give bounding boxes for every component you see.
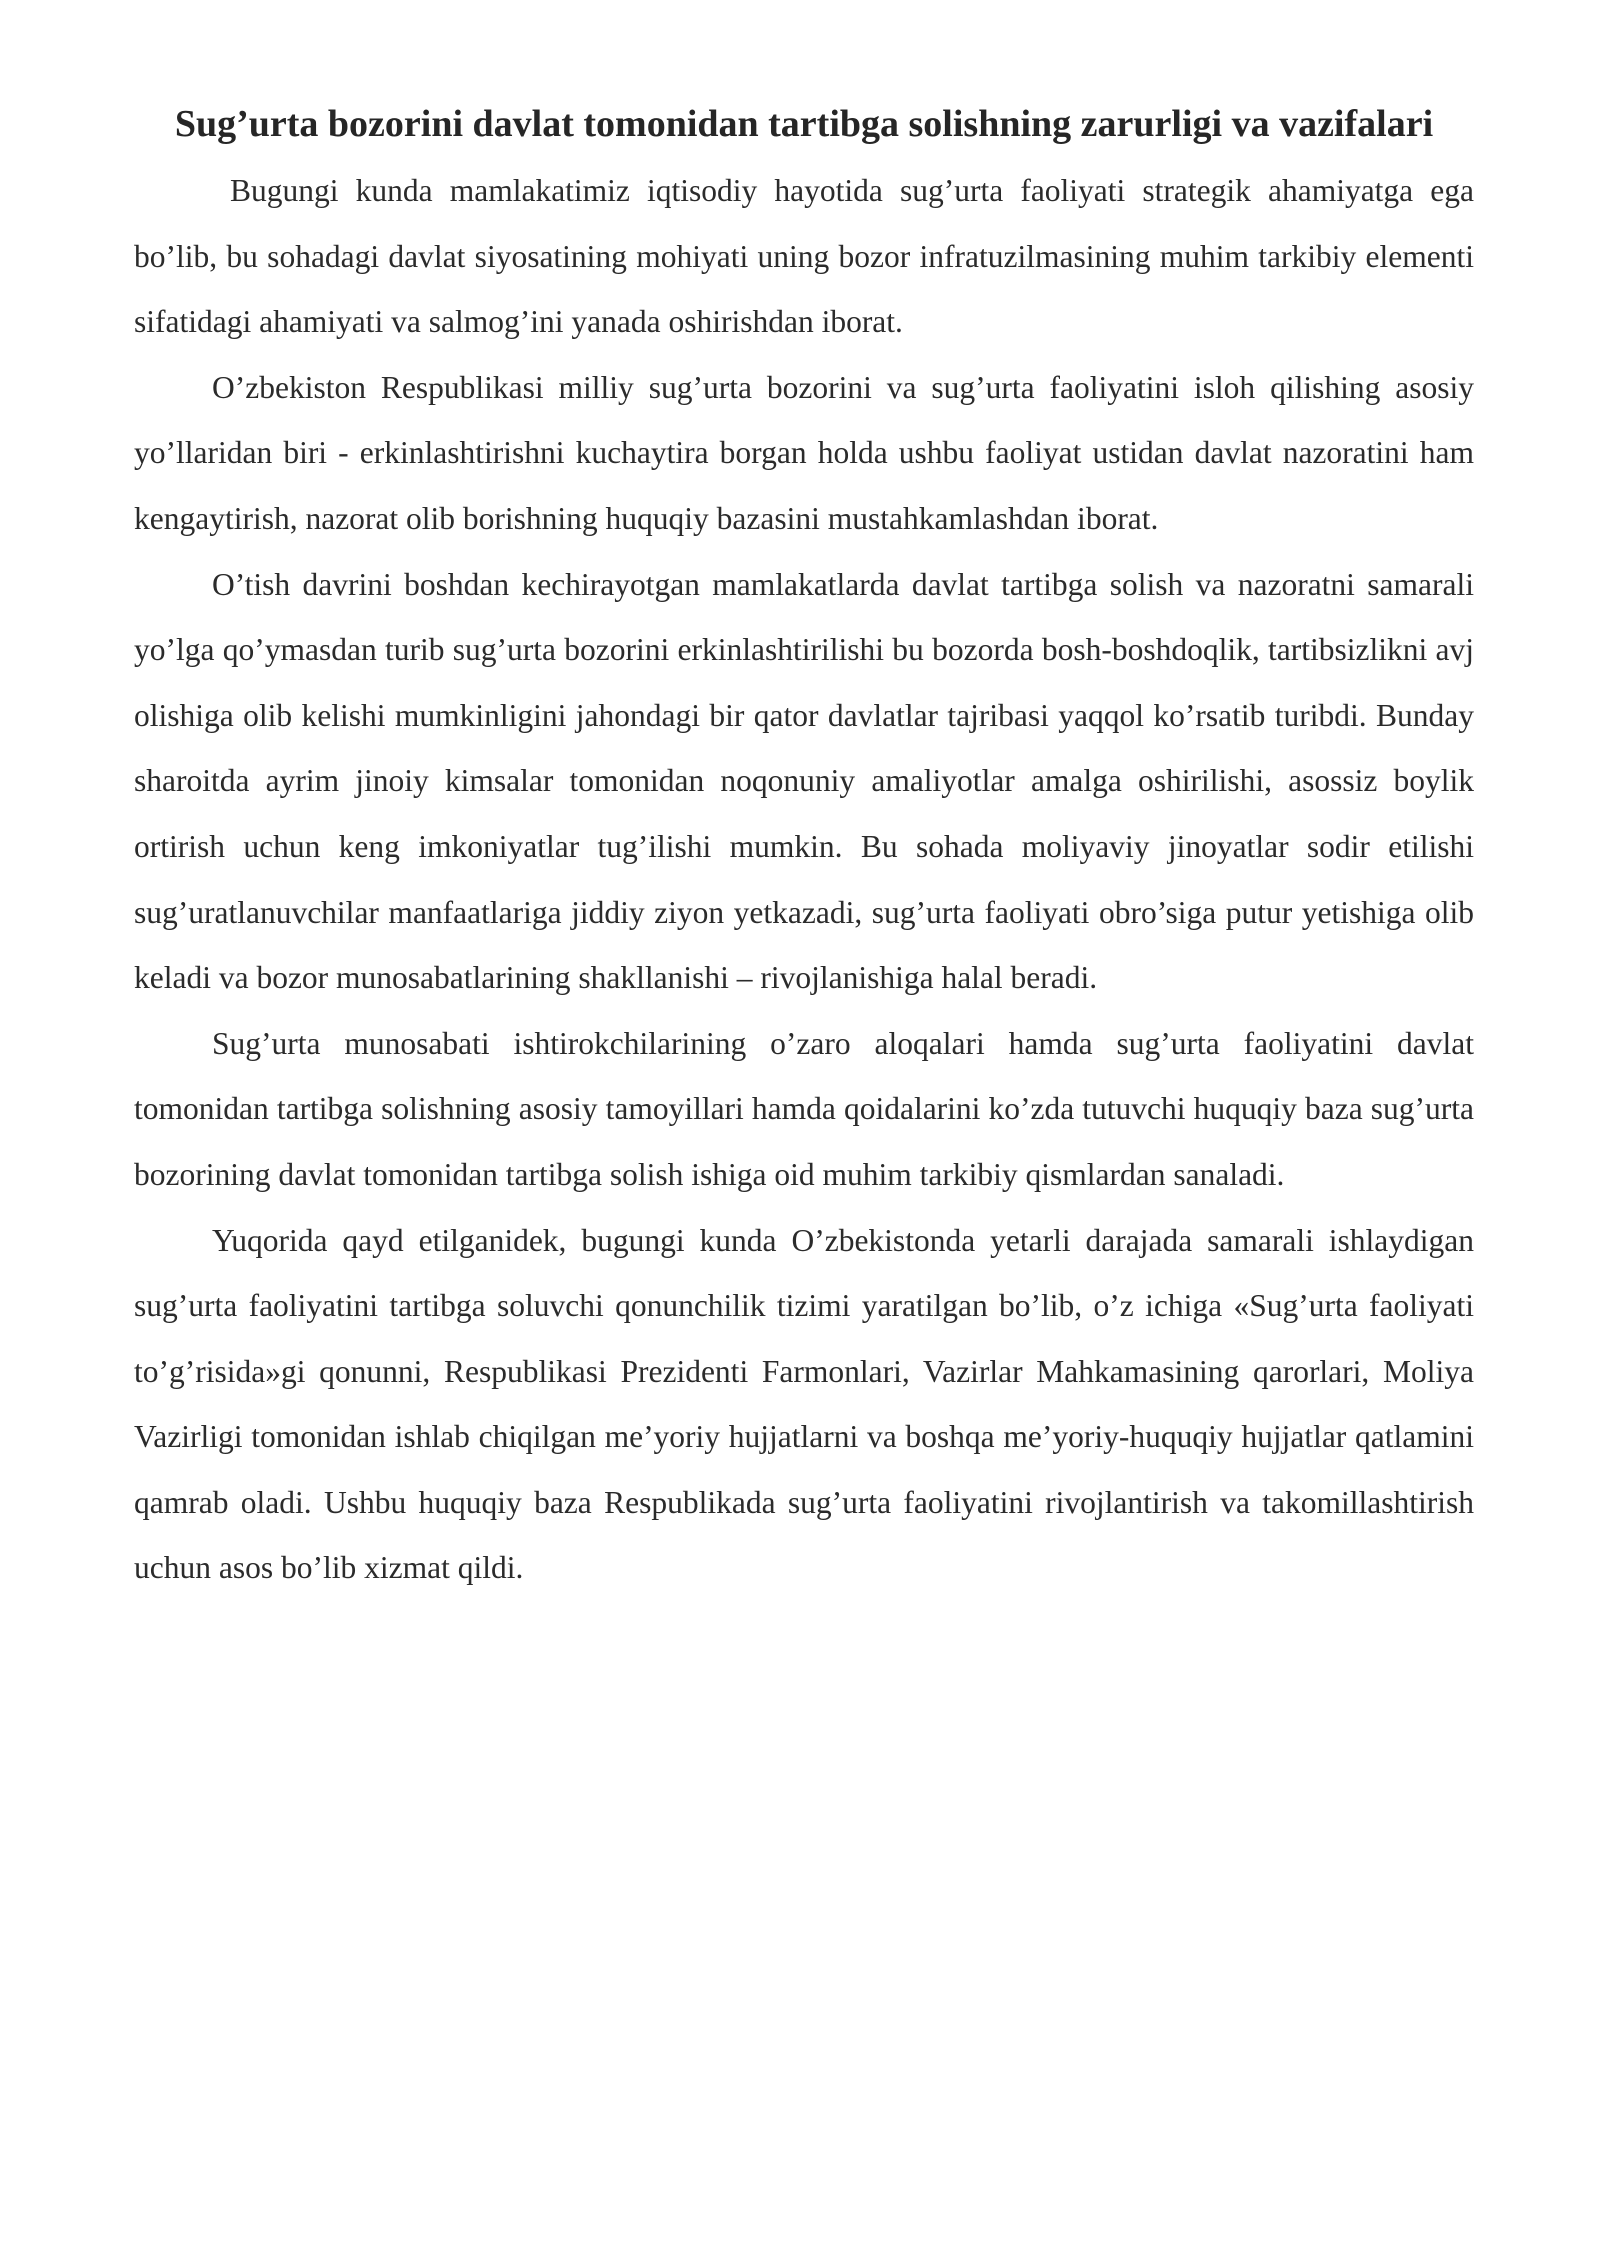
paragraph-2: O’zbekiston Respublikasi milliy sug’urta bozorini va sug’urta faoliyatini isloh qilishing asosiy yo’llaridan biri - erkinlashtirishni kuchaytira borgan holda ushbu faoliyat ustidan davlat nazoratini ham kengaytirish, nazorat olib borishning huquqiy bazasini mustahkamlashdan iborat. [134, 369, 1474, 536]
paragraph-4: Sug’urta munosabati ishtirokchilarining o’zaro aloqalari hamda sug’urta faoliyatini davlat tomonidan tartibga solishning asosiy tamoyillari hamda qoidalarini ko’zda tutuvchi huquqiy baza sug’urta bozorining davlat tomonidan tartibga solish ishiga oid muhim tarkibiy qismlardan sanaladi. [134, 1025, 1474, 1192]
document-body [134, 92, 1474, 1601]
paragraph-3: O’tish davrini boshdan kechirayotgan mamlakatlarda davlat tartibga solish va nazoratni samarali yo’lga qo’ymasdan turib sug’urta bozorini erkinlashtirilishi bu bozorda bosh-boshdoqlik, tartibsizlikni avj olishiga olib kelishi mumkinligini jahondagi bir qator davlatlar tajribasi yaqqol ko’rsatib turibdi. Bunday sharoitda ayrim jinoiy kimsalar tomonidan noqonuniy amaliyotlar amalga oshirilishi, asossiz boylik ortirish uchun keng imkoniyatlar tug’ilishi mumkin. Bu sohada moliyaviy jinoyatlar sodir etilishi sug’uratlanuvchilar manfaatlariga jiddiy ziyon yetkazadi, sug’urta faoliyati obro’siga putur yetishiga olib keladi va bozor munosabatlarining shakllanishi – rivojlanishiga halal beradi. [134, 566, 1474, 996]
paragraph-1: Bugungi kunda mamlakatimiz iqtisodiy hayotida sug’urta faoliyati strategik ahamiyatga ega bo’lib, bu sohadagi davlat siyosatining mohiyati uning bozor infratuzilmasining muhim tarkibiy elementi sifatidagi ahamiyati va salmog’ini yanada oshirishdan iborat. [134, 173, 1474, 340]
paragraph-5: Yuqorida qayd etilganidek, bugungi kunda O’zbekistonda yetarli darajada samarali ishlaydigan sug’urta faoliyatini tartibga soluvchi qonunchilik tizimi yaratilgan bo’lib, o’z ichiga «Sug’urta faoliyati to’g’risida»gi qonunni, Respublikasi Prezidenti Farmonlari, Vazirlar Mahkamasining qarorlari, Moliya Vazirligi tomonidan ishlab chiqilgan me’yoriy hujjatlarni va boshqa me’yoriy-huquqiy hujjatlar qatlamini qamrab oladi. Ushbu huquqiy baza Respublikada sug’urta faoliyatini rivojlantirish va takomillashtirish uchun asos bo’lib xizmat qildi. [134, 1222, 1474, 1586]
document-title: Sug’urta bozorini davlat tomonidan tartibga solishning zarurligi va vazifalari [174, 103, 1434, 145]
